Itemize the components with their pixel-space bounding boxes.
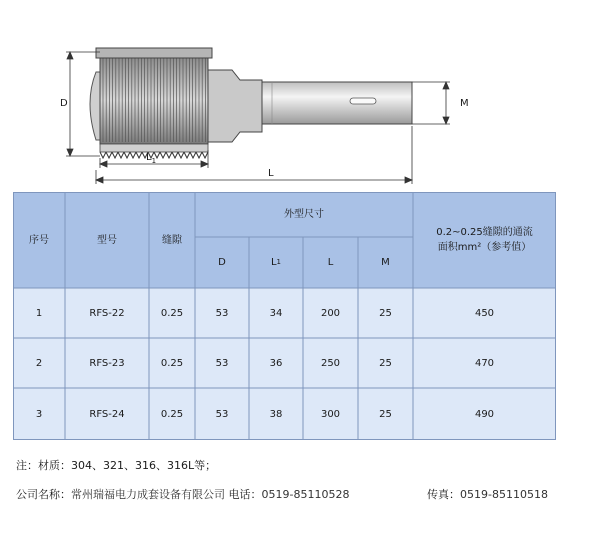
row-3-L: 300 (320, 408, 341, 420)
row-2-gap: 0.25 (160, 357, 184, 369)
threaded-shaft (262, 82, 412, 124)
row-1-M: 25 (379, 307, 392, 319)
header-outer-size: 外型尺寸 (284, 209, 324, 220)
shaft-slot (350, 98, 376, 104)
row-3-model: RFS-24 (89, 408, 125, 420)
company-name: 常州瑞福电力成套设备有限公司 (71, 488, 225, 501)
header-D: D (218, 257, 226, 268)
nozzle-collar (208, 70, 262, 142)
header-M: M (381, 257, 390, 268)
row-3-area: 490 (474, 408, 495, 420)
phone-label: 电话： (228, 488, 262, 501)
company-label: 公司名称： (16, 488, 71, 501)
fax-line (427, 486, 548, 502)
fax-label: 传真： (427, 488, 460, 501)
row-1-seq: 1 (35, 307, 43, 319)
row-1-L1: 34 (269, 307, 283, 319)
row-3-seq: 3 (35, 408, 43, 420)
row-1-area: 450 (474, 307, 495, 319)
row-1-model: RFS-22 (89, 307, 125, 319)
label-L1-subscript: 1 (151, 157, 157, 165)
row-2-M: 25 (379, 357, 392, 369)
spec-table (13, 192, 556, 440)
row-1-D: 53 (215, 307, 229, 319)
header-flow-area-line1: 0.2~0.25缝隙的通流 (436, 227, 533, 238)
row-1-gap: 0.25 (160, 307, 184, 319)
header-seq: 序号 (29, 234, 49, 246)
row-3-gap: 0.25 (160, 408, 184, 420)
header-model: 型号 (97, 234, 117, 246)
top-flange (96, 48, 212, 58)
row-3-L1: 38 (269, 408, 283, 420)
header-L: L (327, 257, 334, 268)
header-gap: 缝隙 (162, 234, 182, 246)
row-2-model: RFS-23 (89, 357, 125, 369)
material-note: 注：材质：304、321、316、316L等； (16, 459, 217, 472)
row-2-D: 53 (215, 357, 229, 369)
row-2-seq: 2 (35, 357, 43, 369)
slotted-filter-body (100, 56, 208, 144)
nozzle-technical-drawing (0, 0, 600, 192)
row-2-L1: 36 (269, 357, 283, 369)
label-L1-main: L (146, 152, 152, 163)
row-3-D: 53 (215, 408, 229, 420)
dimension-M (412, 82, 450, 124)
header-L1-subscript: 1 (276, 258, 282, 266)
row-2-L: 250 (320, 357, 341, 369)
header-flow-area-line2: 面积mm²（参考值） (437, 242, 532, 253)
fax-number: 0519-85110518 (460, 488, 548, 501)
header-L1 (249, 237, 303, 288)
label-D: D (60, 98, 68, 109)
company-contact-line (16, 486, 349, 502)
header-L1-main: L (270, 257, 277, 268)
header-flow-area (413, 192, 556, 288)
row-2-area: 470 (474, 357, 495, 369)
label-L: L (268, 168, 274, 179)
row-1-L: 200 (320, 307, 341, 319)
label-L1 (146, 152, 156, 167)
label-M: M (460, 98, 469, 109)
row-3-M: 25 (379, 408, 392, 420)
phone-number: 0519-85110528 (261, 488, 350, 501)
